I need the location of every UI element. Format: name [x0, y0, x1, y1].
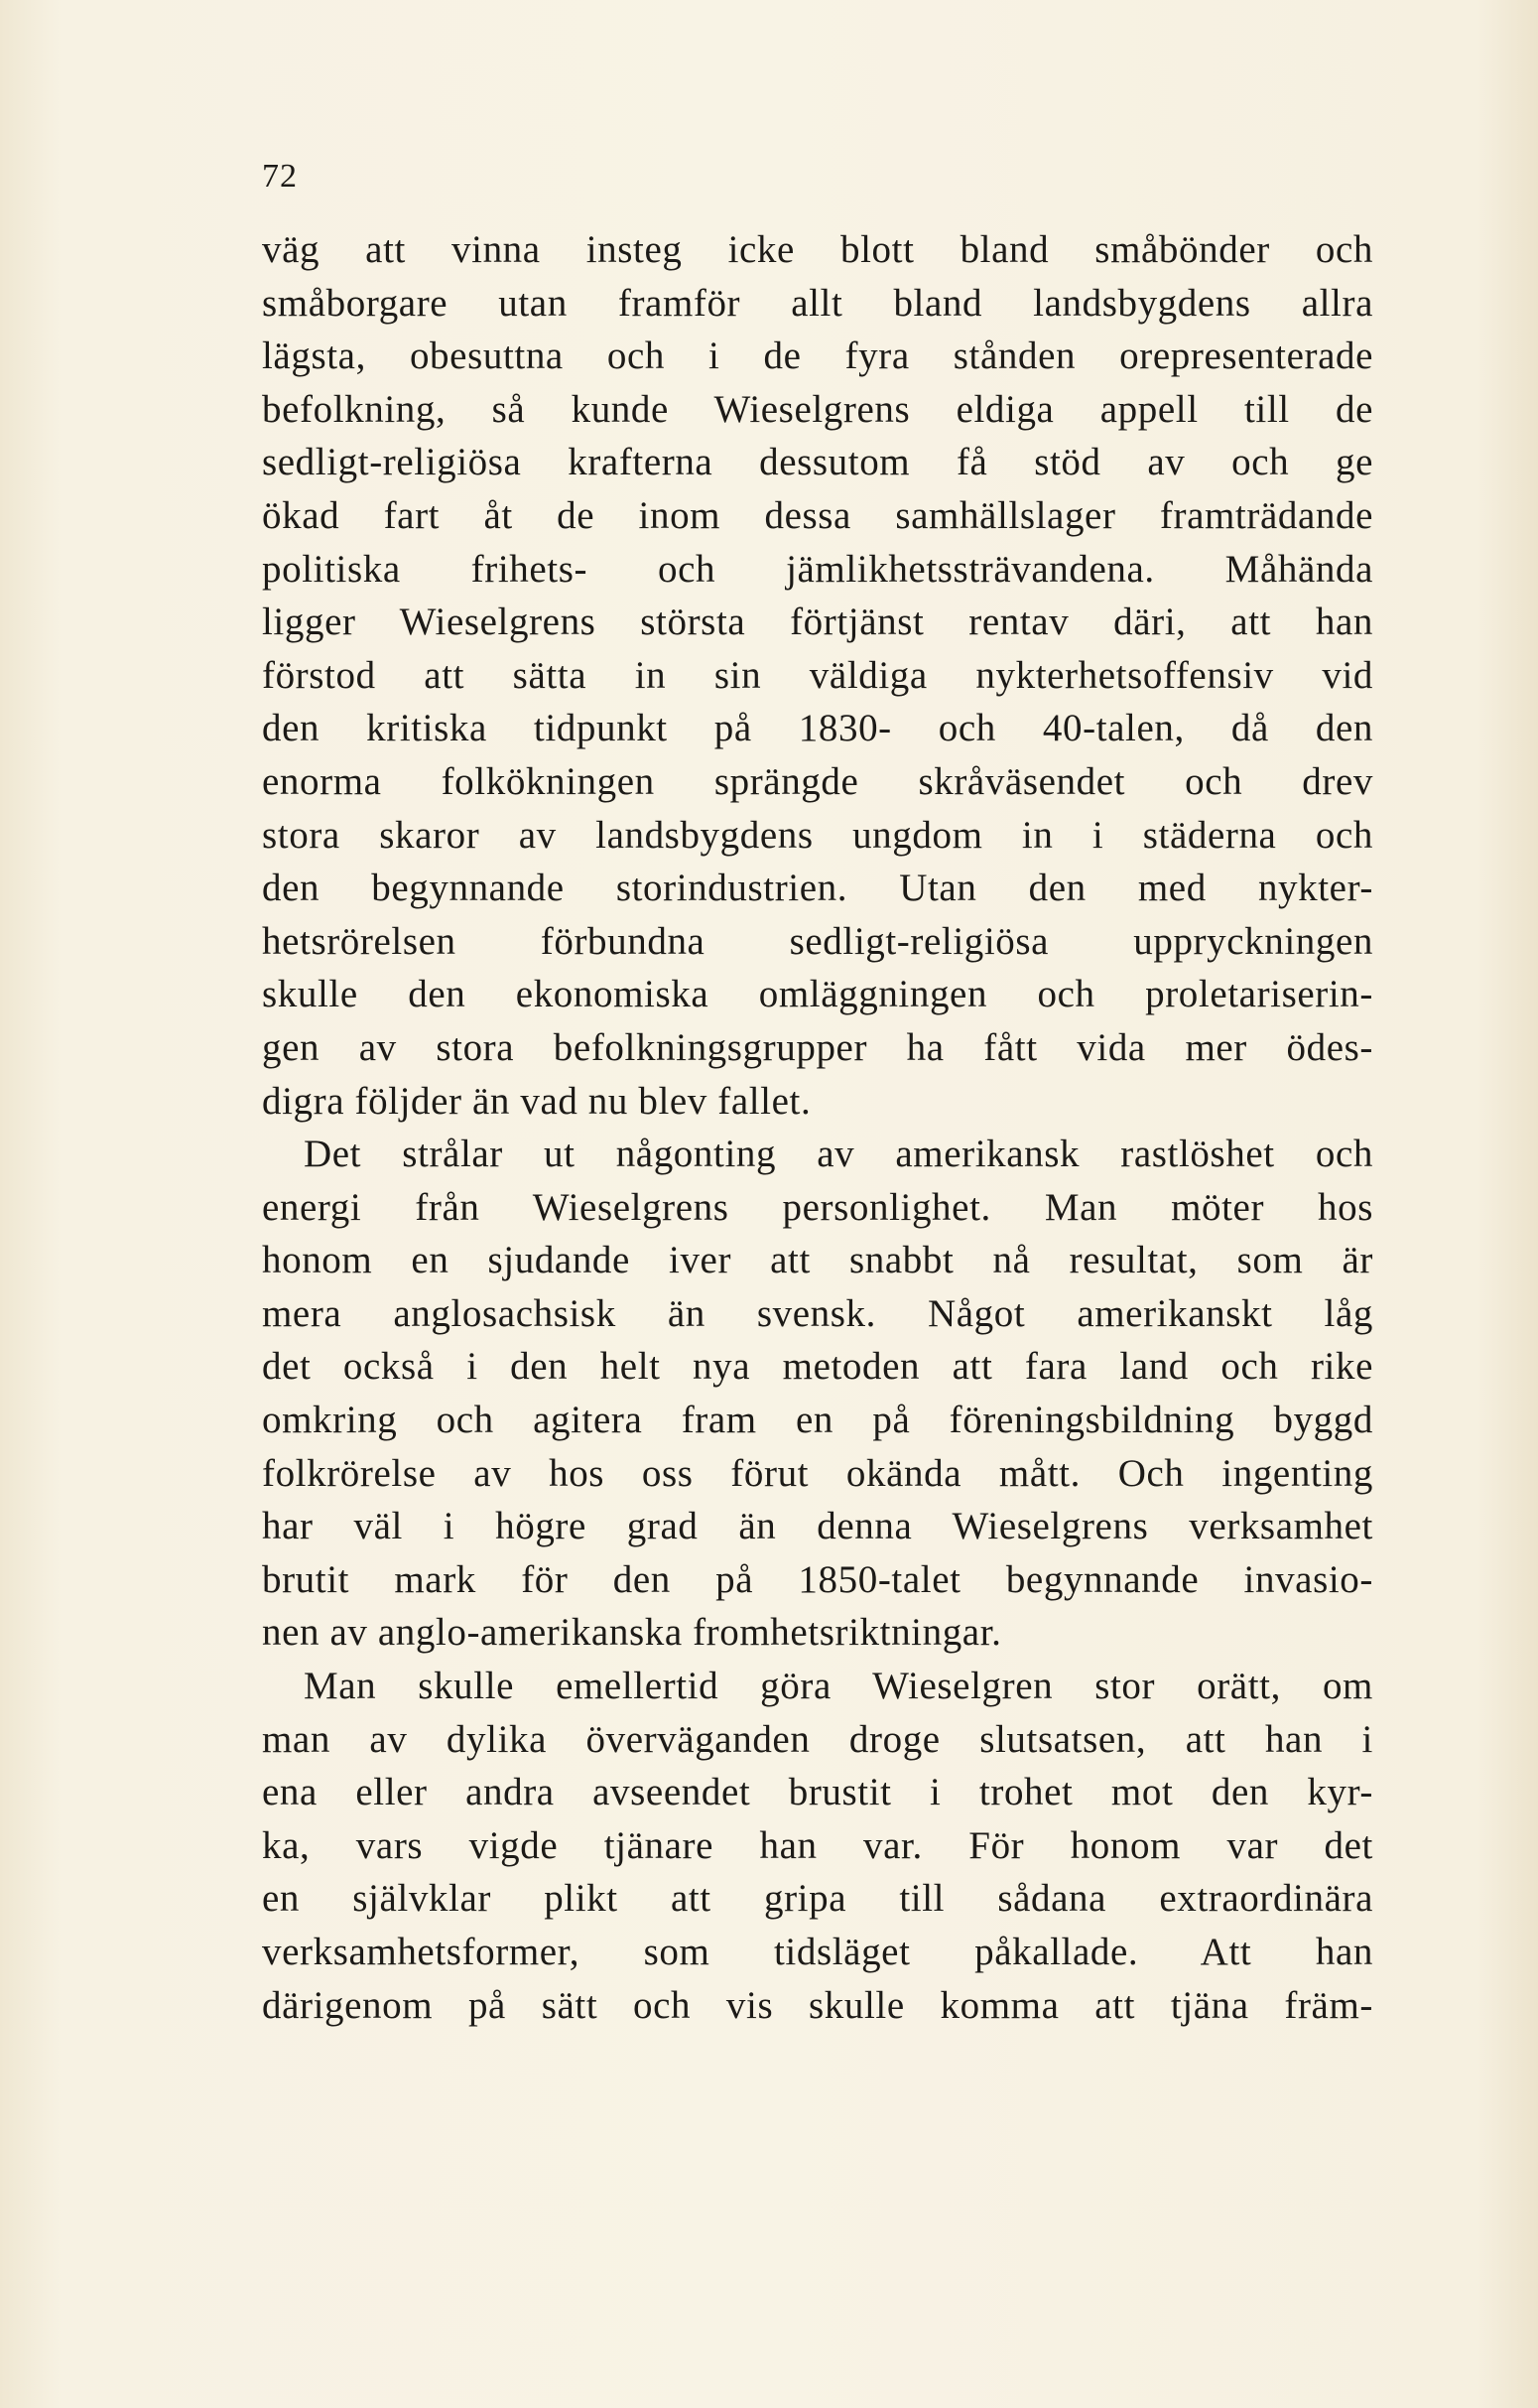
- text-line: ena eller andra avseendet brustit i trohet mot den kyr-: [262, 1771, 1373, 1814]
- text-line: lägsta, obesuttna och i de fyra stånden orepresenterade: [262, 334, 1373, 378]
- text-line: skulle den ekonomiska omläggningen och proletariserin-: [262, 973, 1373, 1016]
- text-line: ligger Wieselgrens största förtjänst rentav däri, att han: [262, 601, 1373, 644]
- text-line: enorma folkökningen sprängde skråväsendet och drev: [262, 759, 1373, 803]
- text-line: gen av stora befolkningsgrupper ha fått vida mer ödes-: [262, 1025, 1373, 1069]
- text-line: småborgare utan framför allt bland landsbygdens allra: [262, 281, 1373, 325]
- text-line: Det strålar ut någonting av amerikansk rastlöshet och: [304, 1133, 1373, 1176]
- text-line: omkring och agitera fram en på föreningsbildning byggd: [262, 1399, 1373, 1442]
- text-line: har väl i högre grad än denna Wieselgrens verksamhet: [262, 1505, 1373, 1548]
- text-line: väg att vinna insteg icke blott bland småbönder och: [262, 228, 1373, 271]
- text-line: energi från Wieselgrens personlighet. Man möter hos: [262, 1185, 1373, 1229]
- text-line: därigenom på sätt och vis skulle komma att tjäna främ-: [262, 1983, 1373, 2027]
- text-line: ka, vars vigde tjänare han var. För honom var det: [262, 1823, 1373, 1867]
- text-line: nen av anglo-amerikanska fromhetsriktningar.: [262, 1611, 1002, 1655]
- text-line: sedligt-religiösa krafterna dessutom få stöd av och ge: [262, 441, 1373, 484]
- page-number: 72: [262, 158, 298, 195]
- text-line: Man skulle emellertid göra Wieselgren stor orätt, om: [304, 1665, 1373, 1708]
- text-line: folkrörelse av hos oss förut okända mått. Och ingenting: [262, 1451, 1373, 1495]
- text-line: verksamhetsformer, som tidsläget påkallade. Att han: [262, 1931, 1373, 1973]
- body-text: [262, 223, 1373, 2032]
- text-line: ökad fart åt de inom dessa samhällslager framträdande: [262, 493, 1373, 537]
- text-line: honom en sjudande iver att snabbt nå resultat, som är: [262, 1239, 1373, 1282]
- text-line: en självklar plikt att gripa till sådana extraordinära: [262, 1877, 1373, 1921]
- text-line: den begynnande storindustrien. Utan den med nykter-: [262, 867, 1373, 910]
- text-line: det också i den helt nya metoden att fara land och rike: [262, 1345, 1373, 1389]
- text-line: brutit mark för den på 1850-talet begynnande invasio-: [262, 1557, 1373, 1601]
- text-line: förstod att sätta in sin väldiga nykterhetsoffensiv vid: [262, 653, 1373, 697]
- text-line: hetsrörelsen förbundna sedligt-religiösa uppryckningen: [262, 919, 1373, 963]
- text-line: mera anglosachsisk än svensk. Något amerikanskt låg: [262, 1291, 1373, 1335]
- text-line: man av dylika överväganden droge slutsatsen, att han i: [262, 1717, 1373, 1761]
- text-line: digra följder än vad nu blev fallet.: [262, 1079, 812, 1123]
- text-line: befolkning, så kunde Wieselgrens eldiga appell till de: [262, 387, 1373, 431]
- text-line: politiska frihets- och jämlikhetssträvandena. Måhända: [262, 547, 1373, 591]
- text-line: stora skaror av landsbygdens ungdom in i städerna och: [262, 813, 1373, 857]
- text-line: den kritiska tidpunkt på 1830- och 40-talen, då den: [262, 707, 1373, 750]
